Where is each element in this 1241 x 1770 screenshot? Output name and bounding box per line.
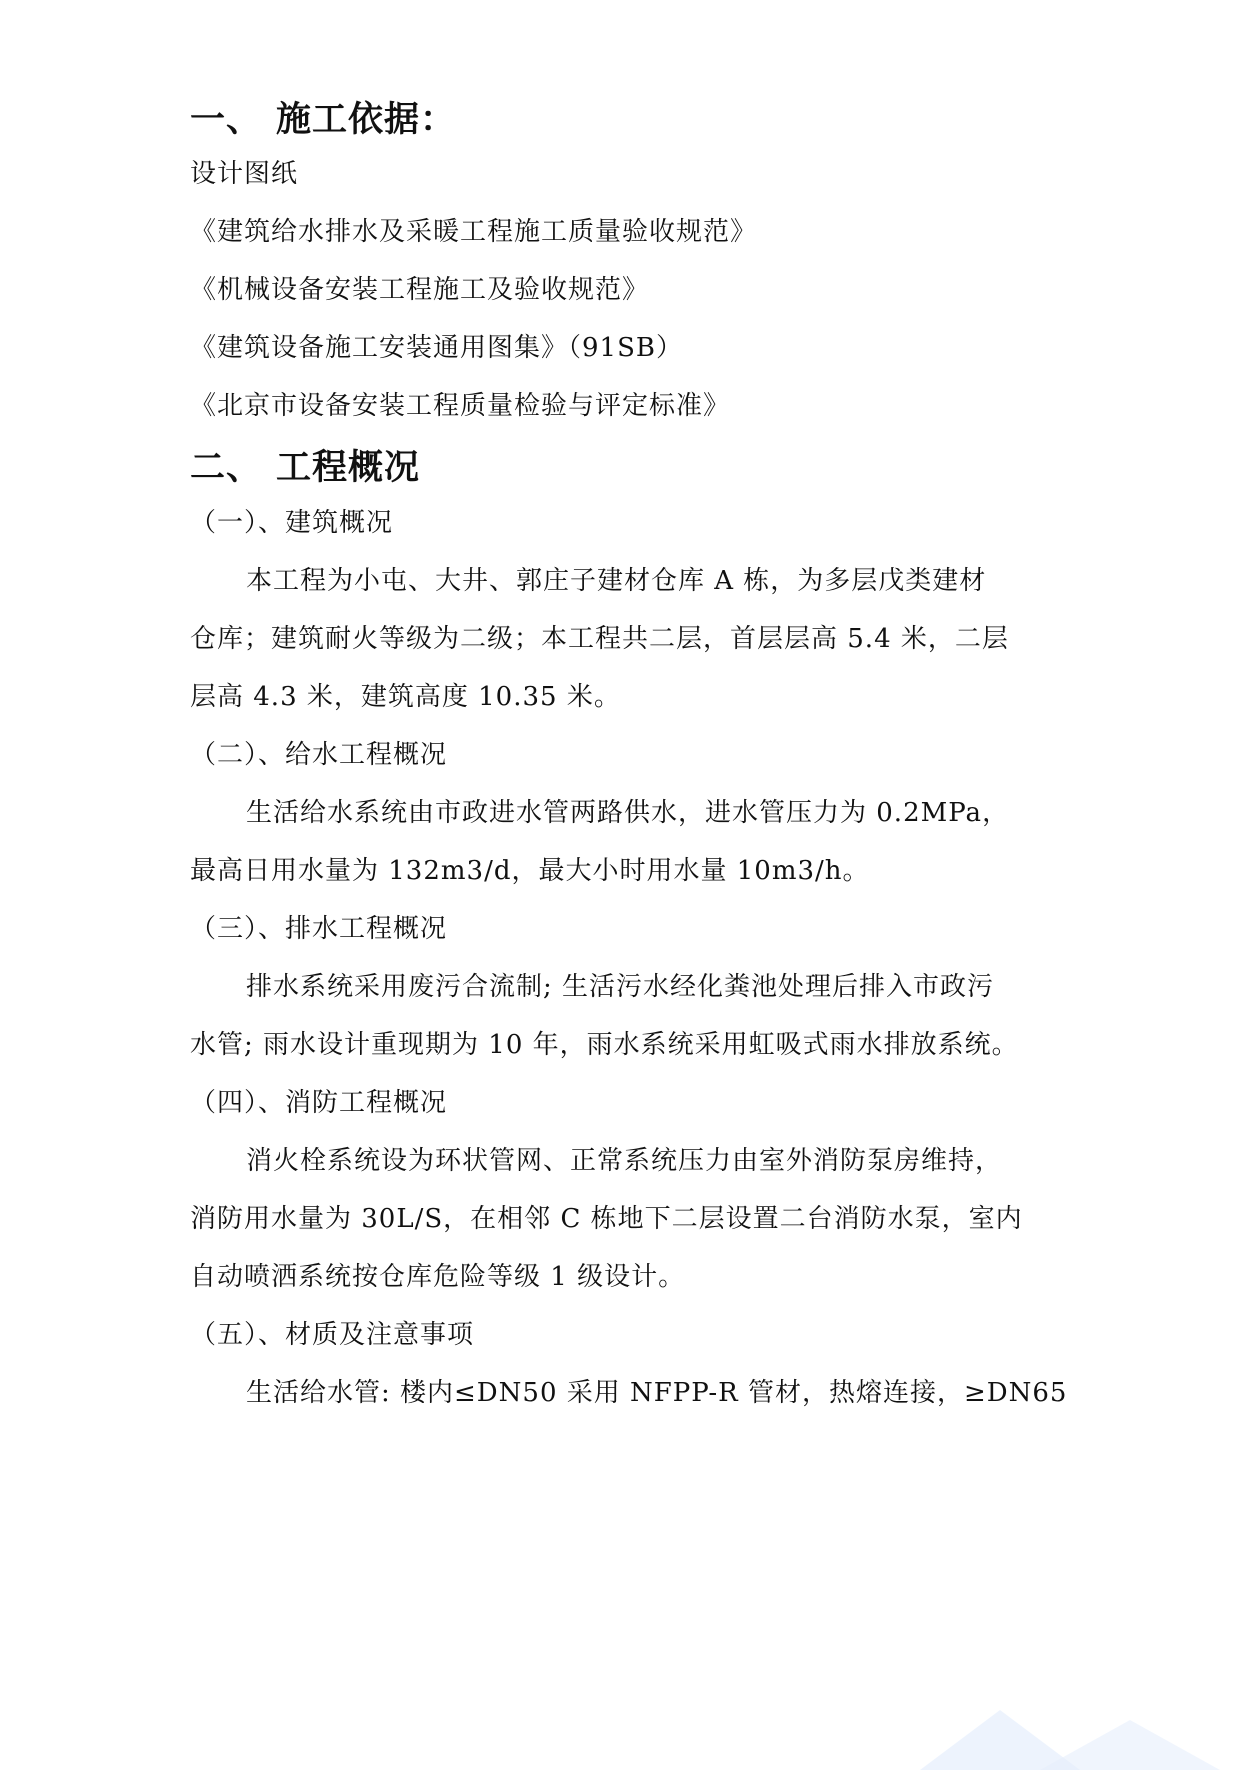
subsection-heading: （五）、材质及注意事项 [190,1320,475,1350]
paragraph-line: 排水系统采用废污合流制; 生活污水经化粪池处理后排入市政污 [246,972,995,1002]
section-2-heading [190,446,420,490]
paragraph-line: 自动喷洒系统按仓库危险等级 1 级设计。 [190,1262,686,1292]
paragraph-line: 生活给水系统由市政进水管两路供水，进水管压力为 0.2MPa， [246,798,1010,828]
subsection-heading: （四）、消防工程概况 [190,1088,448,1118]
section-2-number: 二、 [190,448,263,488]
basis-item: 《机械设备安装工程施工及验收规范》 [190,275,650,305]
watermark-logo [880,1690,1241,1770]
basis-item: 《北京市设备安装工程质量检验与评定标准》 [190,391,731,421]
paragraph-line: 水管; 雨水设计重现期为 10 年，雨水系统采用虹吸式雨水排放系统。 [190,1030,1019,1060]
section-1-title: 施工依据： [276,100,457,140]
subsection-heading: （二）、给水工程概况 [190,740,448,770]
paragraph-line: 生活给水管: 楼内≤DN50 采用 NFPP-R 管材，热熔连接，≥DN65 [246,1378,1068,1408]
paragraph-line: 层高 4.3 米，建筑高度 10.35 米。 [190,682,621,712]
section-1-number: 一、 [190,100,263,140]
paragraph-line: 消火栓系统设为环状管网、正常系统压力由室外消防泵房维持， [246,1146,1003,1176]
paragraph-line: 本工程为小屯、大井、郭庄子建材仓库 A 栋，为多层戊类建材 [246,566,987,596]
basis-item: 《建筑给水排水及采暖工程施工质量验收规范》 [190,217,758,247]
basis-item: 《建筑设备施工安装通用图集》（91SB） [190,333,684,363]
paragraph-line: 仓库；建筑耐火等级为二级；本工程共二层，首层层高 5.4 米，二层 [190,624,1009,654]
paragraph-line: 最高日用水量为 132m3/d，最大小时用水量 10m3/h。 [190,856,870,886]
paragraph-line: 消防用水量为 30L/S，在相邻 C 栋地下二层设置二台消防水泵，室内 [190,1204,1023,1234]
section-2-title: 工程概况 [276,448,421,488]
section-1-heading [190,98,456,142]
basis-item: 设计图纸 [190,159,299,189]
subsection-heading: （一）、建筑概况 [190,508,394,538]
subsection-heading: （三）、排水工程概况 [190,914,448,944]
